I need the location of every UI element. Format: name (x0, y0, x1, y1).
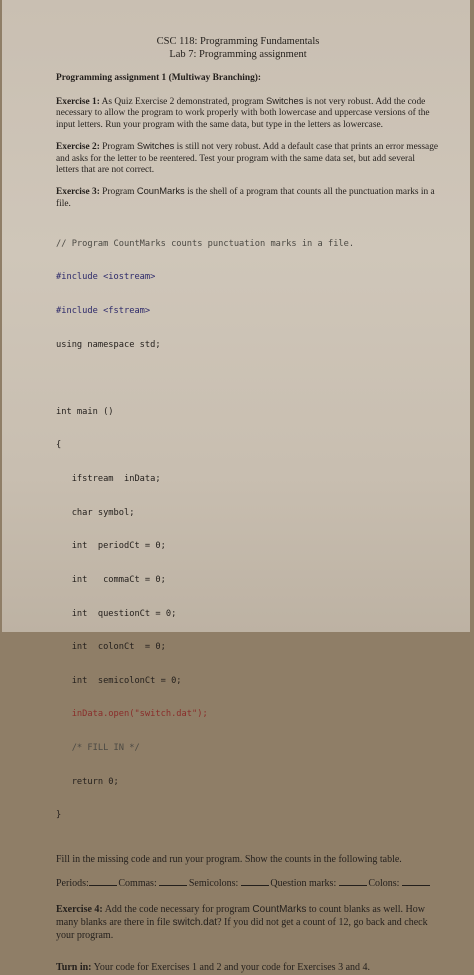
exercise-4-label: Exercise 4: (56, 904, 103, 916)
code-line: int main () (56, 406, 114, 417)
exercise-4-file: switch.dat (172, 917, 218, 929)
commas-blank (159, 876, 187, 886)
code-line: { (56, 440, 62, 451)
code-line: using namespace std; (56, 339, 161, 350)
code-line: int questionCt = 0; (56, 608, 177, 619)
fill-instructions: Fill in the missing code and run your program. Show the counts in the following table. (56, 853, 402, 865)
code-listing (56, 216, 440, 843)
code-line (56, 373, 440, 384)
exercise-4-text-a: Add the code necessary for program (102, 904, 253, 916)
code-line: inData.open("switch.dat"); (56, 709, 208, 720)
exercise-2-text-b: is still not very robust. Add a default case that prints an error message and asks for the letter to be reentered. Test your program with the same data set, but add several letters that are not correct. (56, 142, 439, 175)
document-header (56, 36, 440, 61)
question-marks-label: Question marks: (270, 878, 337, 890)
code-line: #include <fstream> (56, 306, 151, 317)
turn-in (56, 962, 440, 974)
colons-label: Colons: (368, 878, 400, 890)
exercise-4-text-b: to count blanks as well. How many blanks are there in file (56, 904, 425, 929)
exercise-1-label: Exercise 1: (56, 96, 100, 107)
exercise-4 (56, 903, 440, 942)
exercise-2-label: Exercise 2: (56, 142, 100, 153)
periods-blank (89, 876, 117, 886)
code-line: int semicolonCt = 0; (56, 675, 182, 686)
exercise-3 (56, 185, 440, 210)
exercise-2-text-a: Program (99, 142, 137, 153)
semicolons-label: Semicolons: (188, 878, 239, 890)
colons-cell (368, 876, 430, 890)
exercise-2 (56, 140, 440, 176)
exercise-4-text-c: ? If you did not get a count of 12, go back and check your program. (56, 917, 428, 942)
code-line: return 0; (56, 776, 119, 787)
semicolons-cell (189, 876, 269, 890)
code-line: char symbol; (56, 507, 135, 518)
code-line: } (56, 810, 62, 821)
code-line: int commaCt = 0; (56, 574, 166, 585)
exercise-1-program: Switches (265, 94, 304, 106)
counts-table (56, 876, 440, 890)
code-line: int colonCt = 0; (56, 642, 166, 653)
code-line: ifstream inData; (56, 474, 161, 485)
exercise-1-text-b: is not very robust. Add the code necessary to allow the program to work properly with both lowercase and uppercase versions of the input letters. Run your program with the same data, but type in the letters as lowercase. (56, 96, 430, 130)
code-line: #include <iostream> (56, 272, 156, 283)
commas-cell (118, 876, 187, 890)
code-line: int periodCt = 0; (56, 541, 166, 552)
exercise-3-text-b: is the shell of a program that counts all the punctuation marks in a file. (56, 187, 435, 209)
exercise-4-program: CountMarks (252, 904, 307, 916)
question-marks-blank (339, 876, 367, 886)
lab-title: Lab 7: Programming assignment (169, 48, 307, 60)
semicolons-blank (241, 876, 269, 886)
colons-blank (402, 876, 430, 886)
course-title: CSC 118: Programming Fundamentals (156, 36, 320, 47)
exercise-3-text-a: Program (99, 187, 137, 198)
turn-in-text: Your code for Exercises 1 and 2 and your code for Exercises 3 and 4. (91, 962, 371, 974)
code-line: // Program CountMarks counts punctuation marks in a file. (56, 238, 355, 249)
exercise-3-label: Exercise 3: (56, 187, 100, 198)
exercise-2-program: Switches (136, 140, 175, 152)
exercise-1-text-a: As Quiz Exercise 2 demonstrated, program (99, 96, 266, 107)
periods-cell (56, 876, 117, 890)
exercise-3-program: CounMarks (136, 185, 185, 197)
assignment-title: Programming assignment 1 (Multiway Branching): (56, 73, 262, 84)
code-line: /* FILL IN */ (56, 742, 140, 753)
periods-label: Periods: (56, 878, 89, 890)
paper-sheet (2, 0, 470, 974)
exercise-1 (56, 95, 440, 131)
question-marks-cell (270, 876, 366, 890)
commas-label: Commas: (118, 878, 157, 890)
turn-in-label: Turn in: (56, 962, 92, 974)
